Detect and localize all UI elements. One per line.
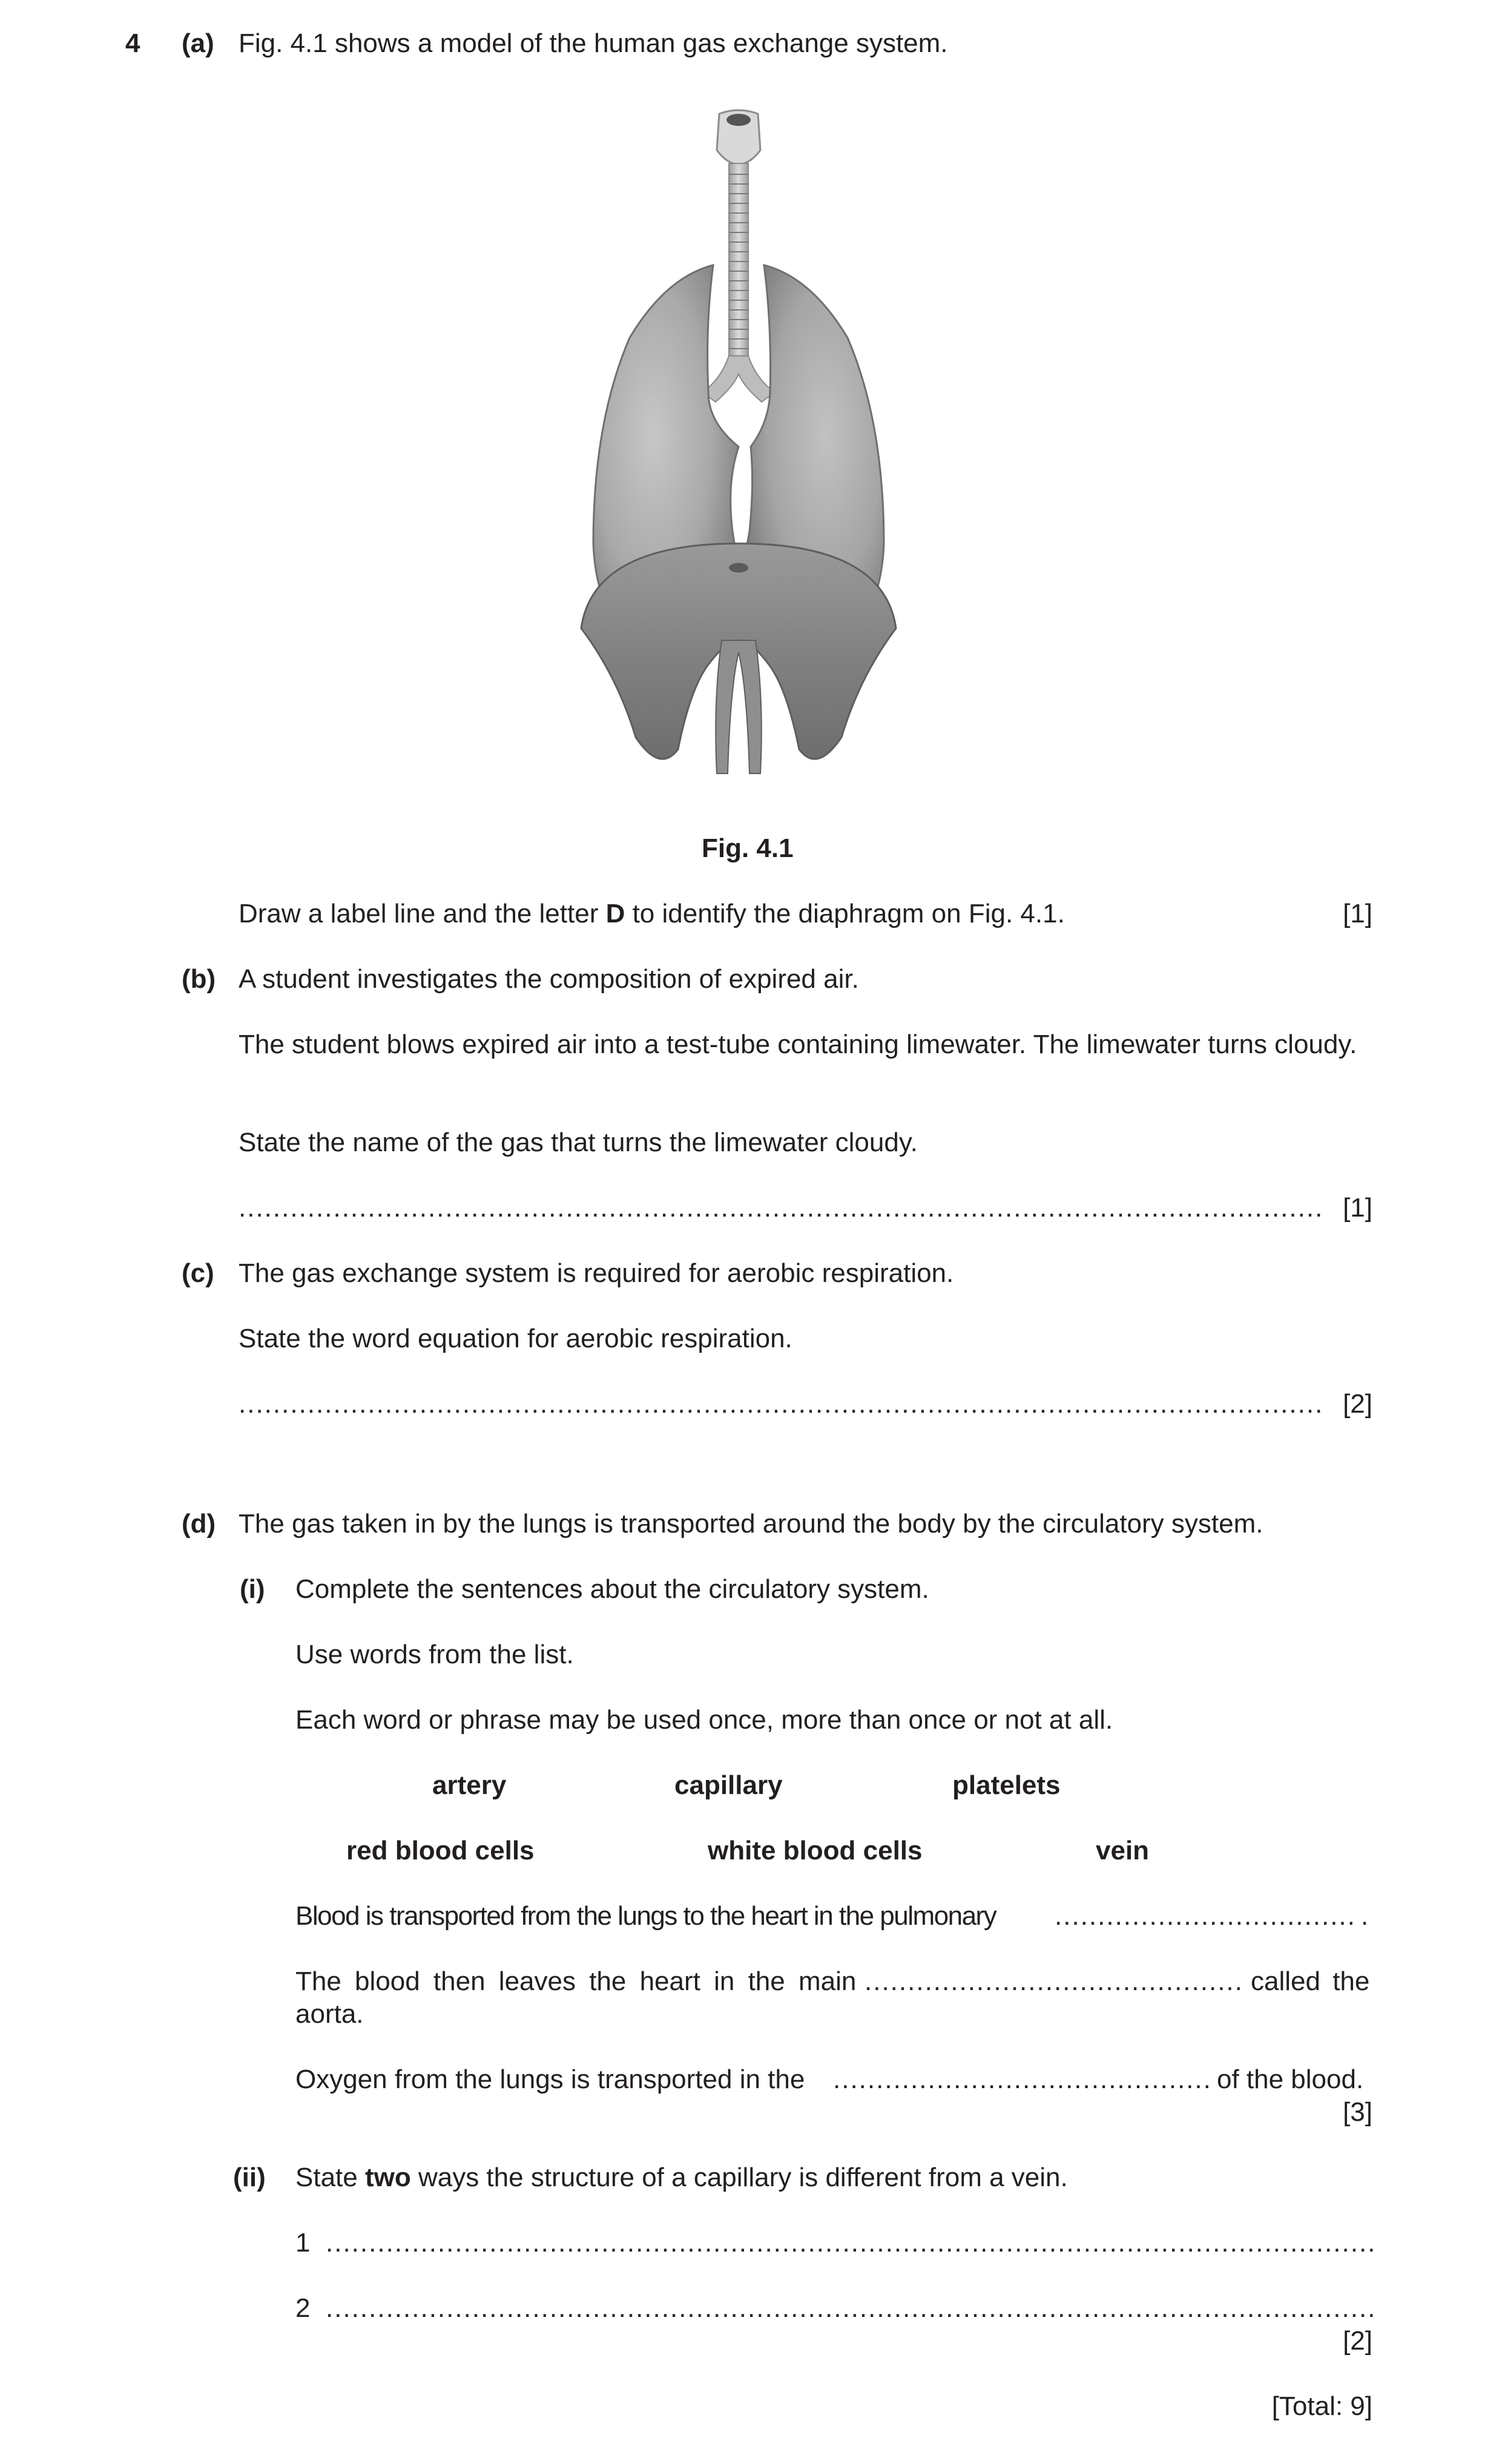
sentence-3-blank[interactable] <box>833 2063 1211 2096</box>
figure-caption: Fig. 4.1 <box>702 833 794 863</box>
instruction-text-start: Draw a label line and the letter <box>239 899 606 928</box>
part-c-label: (c) <box>182 1258 214 1288</box>
larynx-opening <box>726 114 751 126</box>
word-capillary: capillary <box>674 1770 783 1800</box>
word-artery: artery <box>432 1770 507 1800</box>
answer-line-2[interactable] <box>326 2292 1373 2325</box>
sentence-2-continuation: aorta. <box>295 1999 364 2029</box>
part-d-i-label: (i) <box>240 1574 265 1604</box>
lungs-figure <box>557 108 944 780</box>
sentence-3-end: of the blood. <box>1217 2065 1364 2094</box>
part-b-label: (b) <box>182 964 216 994</box>
sentence-3-start: Oxygen from the lungs is transported in the <box>295 2065 805 2094</box>
part-c-intro: The gas exchange system is required for aerobic respiration. <box>239 1258 954 1288</box>
instruction-text-end: to identify the diaphragm on Fig. 4.1. <box>625 899 1065 928</box>
part-d-ii-question <box>295 2161 1068 2194</box>
question-text-end: ways the structure of a capillary is different from a vein. <box>410 2163 1068 2192</box>
word-red-blood-cells: red blood cells <box>346 1836 535 1865</box>
part-b-context: The student blows expired air into a test-tube containing limewater. The limewater turns cloudy. <box>239 1030 1357 1059</box>
part-b-question: State the name of the gas that turns the limewater cloudy. <box>239 1128 918 1157</box>
part-c-answer-line[interactable] <box>239 1388 1322 1421</box>
part-c-question: State the word equation for aerobic respiration. <box>239 1324 792 1353</box>
part-b-intro: A student investigates the composition of expired air. <box>239 964 859 994</box>
question-total: [Total: 9] <box>1271 2391 1372 2421</box>
part-d-i-intro: Complete the sentences about the circulatory system. <box>295 1574 929 1604</box>
part-c-marks: [2] <box>1343 1389 1372 1419</box>
part-d-ii-label: (ii) <box>233 2163 266 2192</box>
word-vein: vein <box>1096 1836 1150 1865</box>
sentence-1-end: . <box>1361 1901 1369 1931</box>
part-a-instruction <box>239 898 1065 930</box>
part-d-ii-marks: [2] <box>1343 2326 1372 2356</box>
sentence-1-start: Blood is transported from the lungs to the heart in the pulmonary <box>295 1901 996 1931</box>
answer-line-2-number: 2 <box>295 2293 311 2323</box>
answer-line-1[interactable] <box>326 2227 1373 2259</box>
part-b-answer-line[interactable] <box>239 1192 1322 1224</box>
diaphragm-opening <box>729 563 748 573</box>
part-a-intro: Fig. 4.1 shows a model of the human gas exchange system. <box>239 28 948 58</box>
question-text-start: State <box>295 2163 365 2192</box>
part-a-marks: [1] <box>1343 899 1372 928</box>
question-emphasis: two <box>364 2163 411 2192</box>
sentence-2-start: The blood then leaves the heart in the main <box>295 1966 857 1996</box>
bronchi-shape <box>702 356 775 402</box>
word-white-blood-cells: white blood cells <box>708 1836 923 1865</box>
part-d-i-instruction: Each word or phrase may be used once, more than once or not at all. <box>295 1705 1113 1735</box>
gas-exchange-model-illustration <box>557 108 944 780</box>
part-d-label: (d) <box>182 1509 216 1539</box>
word-platelets: platelets <box>952 1770 1061 1800</box>
part-d-i-marks: [3] <box>1343 2097 1372 2127</box>
question-number: 4 <box>125 28 140 58</box>
sentence-1-blank[interactable] <box>1055 1900 1357 1933</box>
part-a-label: (a) <box>182 28 214 58</box>
answer-line-1-number: 1 <box>295 2228 311 2258</box>
sentence-2-end: called the <box>1251 1966 1370 1996</box>
part-b-marks: [1] <box>1343 1193 1372 1223</box>
sentence-2-blank[interactable] <box>865 1965 1243 1998</box>
diaphragm-column <box>716 640 762 774</box>
part-d-i-use-words: Use words from the list. <box>295 1640 574 1669</box>
part-d-intro: The gas taken in by the lungs is transported around the body by the circulatory system. <box>239 1509 1263 1539</box>
instruction-letter-d: D <box>605 899 625 928</box>
